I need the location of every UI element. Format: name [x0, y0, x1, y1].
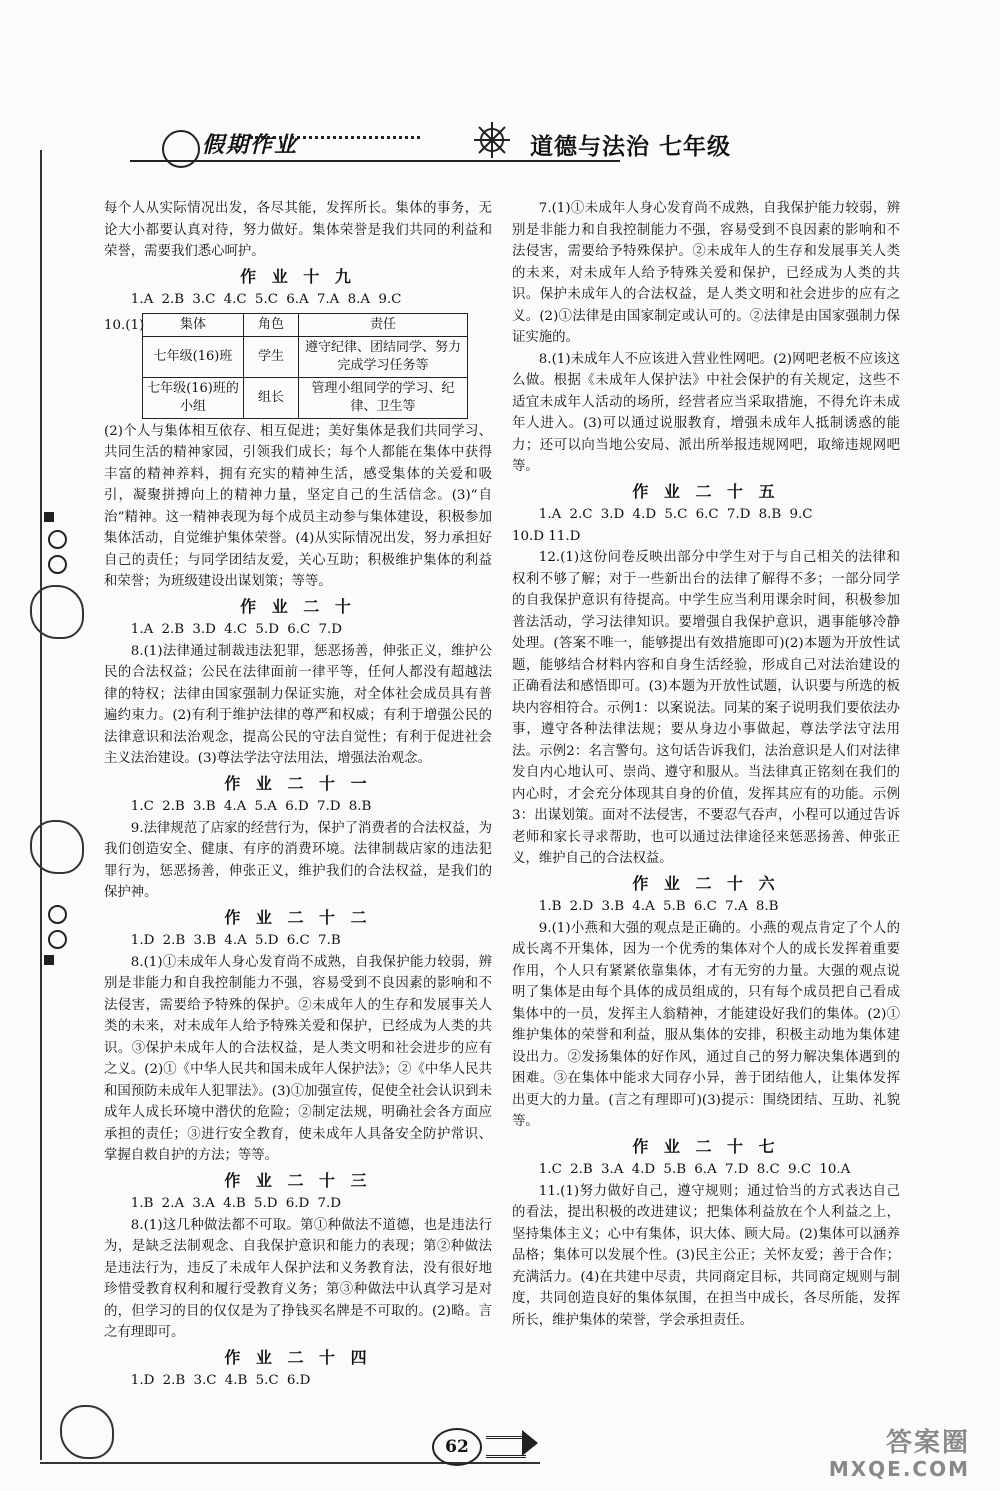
- margin-circle: [48, 530, 67, 549]
- header-rule: [130, 160, 620, 162]
- table-header-row: [143, 313, 468, 336]
- watermark-text: 答案圈: [885, 1428, 970, 1458]
- paragraph: 8.(1)未成年人不应该进入营业性网吧。(2)网吧老板不应该这么做。根据《未成年人保护法》中社会保护的有关规定，这些不适宜未成年人活动的场所，经营者应当采取措施，不得允许未成年人进入。(3)可以通过说服教育，增强未成年人抵制诱惑的能力；还可以向当地公安局、派出所举报违规网吧，取缔违规网吧等。: [512, 351, 900, 474]
- ship-wheel-icon: [472, 120, 512, 160]
- logo-badge: [162, 130, 200, 168]
- header-dotted-line: [250, 136, 420, 139]
- cartoon-figure-icon: [30, 820, 84, 874]
- page-title: 道德与法治 七年级: [530, 134, 732, 160]
- paragraph: 12.(1)这份问卷反映出部分中学生对于与自己相关的法律和权利不够了解；对于一些新出台的法律了解得不多；一部分同学的自我保护意识有待提高。中学生应当利用课余时间，积极参加普法活动，学习法律知识。要增强自我保护意识，遇事能够冷静处理。(答案不唯一，能够提出有效措施即可)(2)本题为开放性试题，能够结合材料内容和自身生活经验，形成自己对法治建设的正确看法和感悟即可。(3)本题为开放性试题，认识要与所选的板块内容相符合。示例1：以案说法。同某的案子说明我们要依法办事，遵守各种法律法规；要从身边小事做起，尊法学法守法用法。示例2：名言警句。这句话告诉我们，法治意识是人们对法律发自内心地认可、崇尚、遵守和服从。当法律真正铭刻在我们的内心时，才会充分体现其自身的价值，发挥其应有的功能。示例3：出谋划策。面对不法侵害，不要忍气吞声，小程可以通过告诉老师和家长寻求帮助，也可以通过法律途径来惩恶扬善、伸张正义，维护自己的合法权益。: [512, 550, 900, 866]
- answer-line: 1.D 2.B 3.C 4.B 5.C 6.D: [130, 1373, 311, 1388]
- answer-line: 10.D 11.D: [512, 528, 581, 544]
- cartoon-figure-icon: [30, 585, 84, 639]
- answer-line: 1.B 2.A 3.A 4.B 5.D 6.D 7.D: [130, 1196, 341, 1211]
- section-title: 作 业 二 十 二: [224, 907, 372, 927]
- question-label: 10.(1): [104, 317, 145, 333]
- table-row: [143, 377, 468, 418]
- watermark-site: MXQE.COM: [828, 1457, 970, 1481]
- paragraph: 7.(1)①未成年人身心发育尚不成熟，自我保护能力较弱，辨别是非能力和自我控制能力不强，容易受到不良因素的影响和不法侵害，需要给予特殊保护。②未成年人的生存和发展事关人类的未来，对未成年人给予特殊关爱和保护，已经成为人类的共识。保护未成年人的合法权益，是人类文明和社会进步的应有之义。(2)①法律是由国家制定或认可的。②法律是由国家强制力保证实施的。: [512, 201, 900, 345]
- duty-table: [142, 313, 468, 419]
- arrowhead-icon: [522, 1430, 538, 1456]
- answer-line: 1.C 2.B 3.A 4.D 5.B 6.A 7.D 8.C 9.C 10.A: [538, 1162, 851, 1177]
- answer-line: 1.B 2.D 3.B 4.A 5.B 6.C 7.A 8.B: [538, 899, 779, 914]
- watermark: [829, 1430, 970, 1482]
- margin-circle: [48, 555, 67, 574]
- section-title: 作 业 十 九: [240, 266, 356, 286]
- table-header: 责任: [299, 313, 468, 336]
- section-title: 作 业 二 十: [240, 596, 356, 616]
- page-number: 62: [432, 1428, 482, 1466]
- paragraph: 每个人从实际情况出发，各尽其能，发挥所长。集体的事务，无论大小都要认真对待，努力做好。集体荣誉是我们共同的利益和荣誉，需要我们悉心呵护。: [104, 201, 492, 259]
- margin-circle: [48, 930, 67, 949]
- section-title: 作 业 二 十 三: [224, 1170, 372, 1190]
- paragraph: 8.(1)法律通过制裁违法犯罪，惩恶扬善，伸张正义，维护公民的合法权益；公民在法律面前一律平等，任何人都没有超越法律的特权；法律由国家强制力保证实施，对全体社会成员具有普遍约束力。(2)有利于维护法律的尊严和权威；有利于增强公民的法律意识和法治观念，提高公民的守法自觉性；有利于促进社会主义法治建设。(3)尊法学法守法用法，增强法治观念。: [104, 643, 492, 766]
- paragraph: 11.(1)努力做好自己，遵守规则；通过恰当的方式表达自己的看法，提出积极的改进建议；把集体利益放在个人利益之上，坚持集体主义；心中有集体，识大体、顾大局。(2)集体可以涵养品格；集体可以发展个性。(3)民主公正；关怀友爱；善于合作；充满活力。(4)在共建中尽责，共同商定目标，共同商定规则与制度，共同创造良好的集体氛围，在担当中成长，各尽所能，发挥所长，维护集体的荣誉，学会承担责任。: [512, 1183, 900, 1328]
- paragraph: 9.(1)小燕和大强的观点是正确的。小燕的观点肯定了个人的成长离不开集体，因为一个优秀的集体对个人的成长发挥着重要作用，个人只有紧紧依靠集体，才有无穷的力量。大强的观点说明了集体是由每个具体的成员组成的，只有每个成员把自己看成集体中的一员，发挥主人翁精神，才能建设好我们的集体。(2)①维护集体的荣誉和利益，服从集体的安排，积极主动地为集体建设出力。②发扬集体的好作风，通过自己的努力解决集体遇到的困难。③在集体中能求大同存小异，善于团结他人，让集体发挥出更大的力量。(言之有理即可)(3)提示：围绕团结、互助、礼貌等。: [512, 920, 900, 1129]
- cartoon-figure-icon: [60, 1405, 114, 1459]
- section-title: 作 业 二 十 四: [224, 1347, 372, 1367]
- answer-line: 1.A 2.B 3.D 4.C 5.D 6.C 7.D: [130, 622, 342, 637]
- margin-square: [44, 512, 54, 522]
- paragraph: 8.(1)①未成年人身心发育尚不成熟，自我保护能力较弱，辨别是非能力和自我控制能力不强，容易受到不良因素的影响和不法侵害，需要给予特殊的保护。②未成年人的生存和发展事关人类的未来，对未成年人给予特殊关爱和保护，已经成为人类的共识。③保护未成年人的合法权益，是人类文明和社会进步的应有之义。(2)①《中华人民共和国未成年人保护法》；②《中华人民共和国预防未成年人犯罪法》。(3)①加强宣传，促使全社会认识到未成年人成长环境中潜伏的危险；②制定法规，明确社会各方面应承担的责任；③进行安全教育，使未成年人具备安全防护常识、掌握自救自护的方法；等等。: [104, 954, 492, 1163]
- table-header: 角色: [244, 313, 299, 336]
- table-cell: 管理小组同学的学习、纪律、卫生等: [299, 377, 468, 418]
- section-title: 作 业 二 十 七: [632, 1136, 780, 1156]
- paragraph: 8.(1)这几种做法都不可取。第①种做法不道德，也是违法行为，是缺乏法制观念、自我保护意识和能力的表现；第②种做法是违法行为，违反了未成年人保护法和义务教育法，没有很好地珍惜受教育权利和履行受教育义务；第③种做法中认真学习是对的，但学习的目的仅仅是为了挣钱买名牌是不可取的。(2)略。言之有理即可。: [104, 1217, 492, 1340]
- answer-line: 1.A 2.B 3.C 4.C 5.C 6.A 7.A 8.A 9.C: [130, 292, 402, 307]
- margin-rule: [40, 150, 42, 1460]
- left-column: [104, 198, 492, 1392]
- table-cell: 七年级(16)班: [143, 336, 244, 377]
- section-title: 作 业 二 十 五: [632, 481, 780, 501]
- table-cell: 遵守纪律、团结同学、努力完成学习任务等: [299, 336, 468, 377]
- margin-circle: [48, 905, 67, 924]
- table-cell: 七年级(16)班的小组: [143, 377, 244, 418]
- right-column: [512, 198, 900, 1331]
- table-header: 集体: [143, 313, 244, 336]
- answer-line: 1.A 2.C 3.D 4.D 5.C 6.C 7.D 8.B 9.C: [538, 507, 813, 522]
- paragraph: 9.法律规范了店家的经营行为，保护了消费者的合法权益，为我们创造安全、健康、有序的消费环境。法律制裁店家的违法犯罪行为，惩恶扬善，伸张正义，维护我们的合法权益，是我们的保护神。: [104, 820, 492, 900]
- margin-square: [44, 955, 54, 965]
- table-row: [143, 336, 468, 377]
- question-10-block: [104, 313, 492, 419]
- answer-line: 1.D 2.B 3.B 4.A 5.D 6.C 7.B: [130, 933, 341, 948]
- table-cell: 组长: [244, 377, 299, 418]
- answer-line: 1.C 2.B 3.B 4.A 5.A 6.D 7.D 8.B: [130, 799, 372, 814]
- section-title: 作 业 二 十 一: [224, 773, 372, 793]
- section-title: 作 业 二 十 六: [632, 873, 780, 893]
- logo-text: 假期作业: [202, 132, 299, 158]
- paragraph: (2)个人与集体相互依存、相互促进；美好集体是我们共同学习、共同生活的精神家园，引领我们成长；每个人都能在集体中获得丰富的精神养料，拥有充实的精神生活，感受集体的关爱和吸引，凝聚拼搏向上的精神力量，坚定自己的生活信念。(3)“自治”精神。这一精神表现为每个成员主动参与集体建设，积极参加集体活动，自觉维护集体荣誉。(4)从实际情况出发，努力承担好自己的责任；与同学团结友爱，关心互助；积极维护集体的利益和荣誉；为班级建设出谋划策；等等。: [104, 423, 492, 589]
- table-cell: 学生: [244, 336, 299, 377]
- arrow-icon: [486, 1436, 526, 1458]
